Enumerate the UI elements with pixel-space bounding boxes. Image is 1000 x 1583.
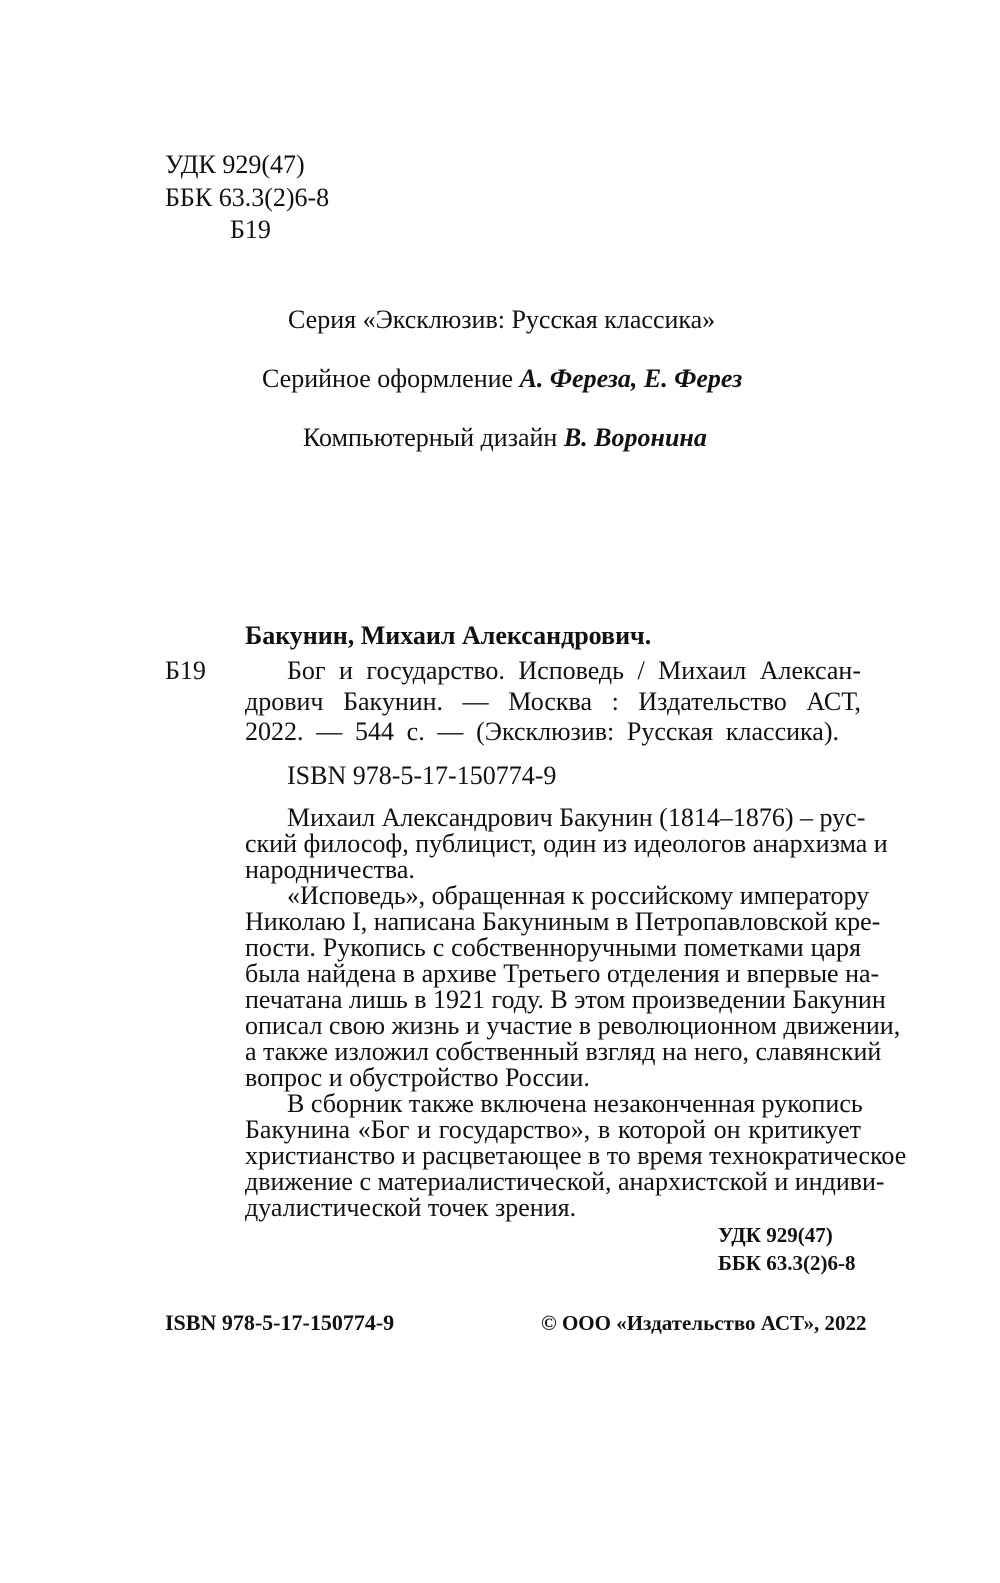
catalog-heading: Бакунин, Михаил Александрович. (245, 621, 652, 650)
catalog-entry-line: дрович Бакунин. — Москва : Издательство АСТ, (245, 687, 861, 716)
series-design-line (262, 366, 742, 392)
computer-design-line (303, 425, 707, 451)
author-sign-top: Б19 (230, 215, 271, 244)
annotation-line: «Исповедь», обращенная к российскому императору (287, 881, 870, 910)
annotation-line: пости. Рукопись с собственноручными пометками царя (245, 933, 861, 962)
annotation-line: а также изложил собственный взгляд на него, славянский (245, 1037, 882, 1066)
udk-code-bottom: УДК 929(47) (718, 1223, 833, 1247)
annotation-line: Николаю I, написана Бакуниным в Петропавловской кре- (245, 907, 881, 936)
bbk-code-bottom: ББК 63.3(2)6-8 (718, 1251, 856, 1275)
annotation-line: движение с материалистической, анархистской и индиви- (245, 1167, 885, 1196)
computer-design-label: Компьютерный дизайн (303, 423, 564, 452)
catalog-sign: Б19 (165, 656, 206, 685)
computer-design-name: В. Воронина (563, 423, 707, 452)
footer-isbn: ISBN 978-5-17-150774-9 (165, 1310, 395, 1335)
annotation-line: печатана лишь в 1921 году. В этом произведении Бакунин (245, 985, 886, 1014)
annotation-line: народничества. (245, 855, 415, 884)
catalog-entry-line: Бог и государство. Исповедь / Михаил Алексан- (287, 656, 861, 685)
annotation-line: вопрос и обустройство России. (245, 1063, 590, 1092)
annotation-line: Михаил Александрович Бакунин (1814–1876) – рус- (287, 803, 866, 832)
annotation-line: была найдена в архиве Третьего отделения и впервые на- (245, 959, 880, 988)
bbk-code-top: ББК 63.3(2)6-8 (165, 183, 330, 212)
series-design-label: Серийное оформление (262, 364, 520, 393)
annotation-line: В сборник также включена незаконченная рукопись (287, 1089, 863, 1118)
annotation-line: Бакунина «Бог и государство», в которой он критикует (245, 1115, 861, 1144)
footer-copyright: © ООО «Издательство АСТ», 2022 (541, 1311, 867, 1335)
annotation-line: ский философ, публицист, один из идеологов анархизма и (245, 829, 888, 858)
catalog-isbn: ISBN 978-5-17-150774-9 (287, 761, 557, 790)
annotation-line: описал свою жизнь и участие в революционном движении, (245, 1011, 901, 1040)
catalog-entry-line: 2022. — 544 с. — (Эксклюзив: Русская классика). (245, 717, 839, 746)
udk-code-top: УДК 929(47) (165, 150, 305, 179)
series-design-names: А. Фереза, Е. Ферез (519, 364, 743, 393)
annotation-line: дуалистической точек зрения. (245, 1193, 577, 1222)
series-line: Серия «Эксклюзив: Русская классика» (288, 305, 716, 334)
annotation-line: христианство и расцветающее в то время технократическое (245, 1141, 907, 1170)
